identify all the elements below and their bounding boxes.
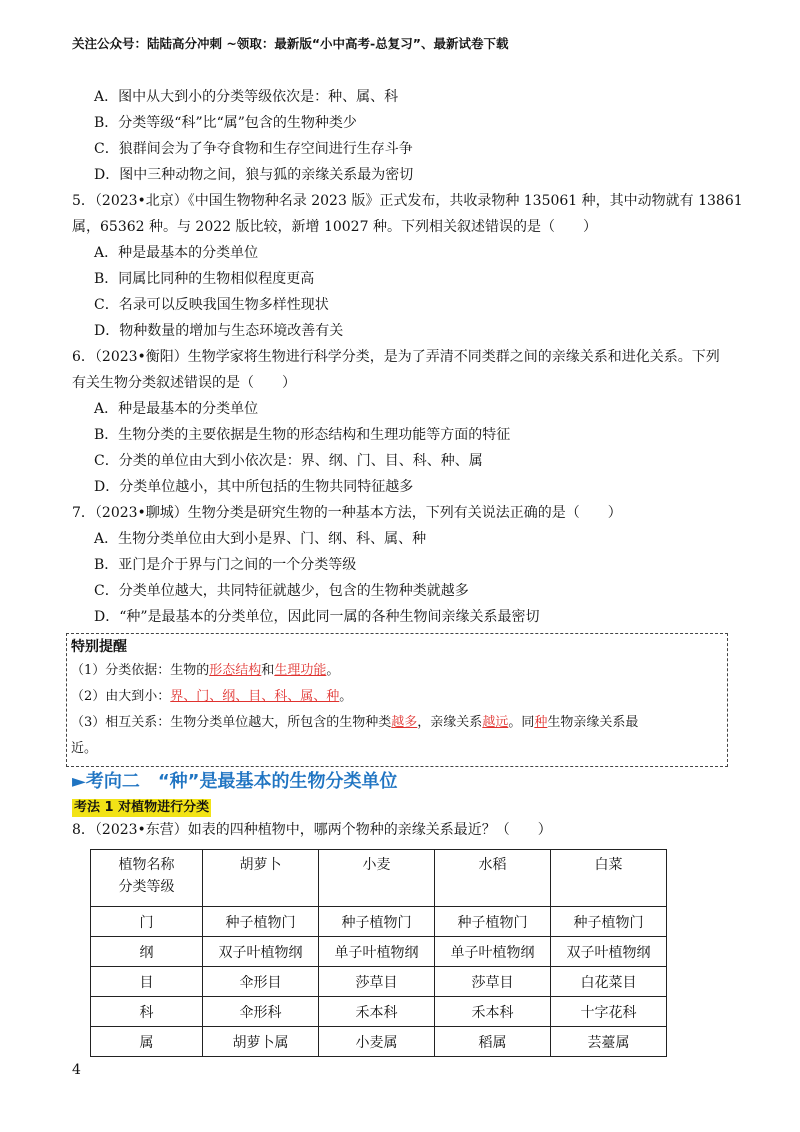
option-a: A．生物分类单位由大到小是界、门、纲、科、属、种 [94,531,427,547]
reminder-text: 。 [326,663,340,678]
row-label: 属 [91,1027,203,1057]
table-row [91,937,667,967]
table-cell: 十字花科 [551,997,667,1027]
row-label: 门 [91,907,203,937]
row-label: 科 [91,997,203,1027]
question-4-options [72,84,732,188]
option-d: D．分类单位越小，其中所包括的生物共同特征越多 [94,479,414,495]
table-cell: 小麦属 [319,1027,435,1057]
special-reminder-box [66,633,728,767]
option-c: C．名录可以反映我国生物多样性现状 [94,297,329,313]
highlight-physiology: 生理功能 [274,663,327,678]
option-a: A．图中从大到小的分类等级依次是：种、属、科 [94,89,399,105]
table-cell: 稻属 [435,1027,551,1057]
classification-table [90,849,667,1057]
question-stem: 5．（2023•北京）《中国生物物种名录 2023 版》正式发布，共收录物种 135061 种，其中动物就有 13861 [72,193,743,209]
option-a: A．种是最基本的分类单位 [94,245,259,261]
question-stem: 8．（2023•东营）如表的四种植物中，哪两个物种的亲缘关系最近？（ ） [72,822,552,838]
highlight-species: 种 [534,715,548,730]
option-a: A．种是最基本的分类单位 [94,401,259,417]
table-row [91,907,667,937]
option-b: B．亚门是介于界与门之间的一个分类等级 [94,557,357,573]
reminder-text: 。 [339,689,353,704]
option-c: C．狼群间会为了争夺食物和生存空间进行生存斗争 [94,141,413,157]
option-d: D．图中三种动物之间，狼与狐的亲缘关系最为密切 [94,167,414,183]
option-d: D．物种数量的增加与生态环境改善有关 [94,323,344,339]
row-label: 纲 [91,937,203,967]
question-stem-cont: 有关生物分类叙述错误的是（ ） [72,375,296,391]
table-row [91,997,667,1027]
highlight-farther: 越远 [482,715,509,730]
reminder-title: 特别提醒 [71,639,127,655]
section-title: ►考向二 “种”是最基本的生物分类单位 [72,771,398,792]
method-label: 考法 1 对植物进行分类 [74,800,210,815]
table-cell: 种子植物门 [551,907,667,937]
reminder-text: （3）相互关系：生物分类单位越大，所包含的生物种类 [71,715,392,730]
reminder-text: 生物亲缘关系最 [547,715,639,730]
reminder-item-3-cont: 近。 [71,741,98,756]
table-cell: 伞形目 [203,967,319,997]
highlight-morphology: 形态结构 [209,663,262,678]
page-header: 关注公众号：陆陆高分冲刺 ~领取：最新版“小中高考-总复习”、最新试卷下载 [72,36,509,51]
table-cell: 种子植物门 [435,907,551,937]
table-cell: 单子叶植物纲 [435,937,551,967]
reminder-text: （1）分类依据：生物的 [71,663,210,678]
option-b: B．分类等级“科”比“属”包含的生物种类少 [94,115,357,131]
highlight-rank-order: 界、门、纲、目、科、属、种 [170,689,340,704]
table-cell: 芸薹属 [551,1027,667,1057]
option-b: B．生物分类的主要依据是生物的形态结构和生理功能等方面的特征 [94,427,511,443]
page-content [71,84,743,1057]
table-cell: 禾本科 [435,997,551,1027]
table-row [91,967,667,997]
highlight-more: 越多 [391,715,418,730]
option-c: C．分类的单位由大到小依次是：界、纲、门、目、科、种、属 [94,453,483,469]
corner-label-top: 植物名称 [118,857,175,873]
question-stem: 6．（2023•衡阳）生物学家将生物进行科学分类，是为了弄清不同类群之间的亲缘关系和进化关系。下列 [72,349,720,365]
column-header: 小麦 [319,850,435,907]
column-header: 水稻 [435,850,551,907]
option-b: B．同属比同种的生物相似程度更高 [94,271,315,287]
reminder-text: 和 [261,663,275,678]
question-6 [72,344,732,500]
corner-label-bottom: 分类等级 [118,879,175,895]
option-c: C．分类单位越大，共同特征就越少，包含的生物种类就越多 [94,583,469,599]
table-cell: 种子植物门 [319,907,435,937]
reminder-text: 。同 [508,715,535,730]
reminder-item-2 [71,684,719,710]
table-cell: 白花菜目 [551,967,667,997]
question-7 [72,500,732,630]
table-cell: 禾本科 [319,997,435,1027]
table-cell: 单子叶植物纲 [319,937,435,967]
table-header-row [91,850,667,907]
question-8 [72,817,732,1057]
table-cell: 伞形科 [203,997,319,1027]
table-cell: 双子叶植物纲 [551,937,667,967]
reminder-item-1 [71,658,719,684]
row-label: 目 [91,967,203,997]
question-stem-cont: 属，65362 种。与 2022 版比较，新增 10027 种。下列相关叙述错误的是（ ） [72,219,597,235]
table-cell: 莎草目 [435,967,551,997]
question-stem: 7．（2023•聊城）生物分类是研究生物的一种基本方法，下列有关说法正确的是（ ） [72,505,622,521]
question-5 [72,188,743,344]
table-cell: 种子植物门 [203,907,319,937]
option-d: D．“种”是最基本的分类单位，因此同一属的各种生物间亲缘关系最密切 [94,609,540,625]
column-header: 胡萝卜 [203,850,319,907]
table-cell: 莎草目 [319,967,435,997]
page-number: 4 [72,1062,81,1078]
reminder-item-3 [71,710,719,736]
table-cell: 双子叶植物纲 [203,937,319,967]
table-row [91,1027,667,1057]
column-header: 白菜 [551,850,667,907]
reminder-text: ，亲缘关系 [417,715,483,730]
table-cell: 胡萝卜属 [203,1027,319,1057]
reminder-text: （2）由大到小： [71,689,171,704]
table-corner-cell [91,850,203,907]
